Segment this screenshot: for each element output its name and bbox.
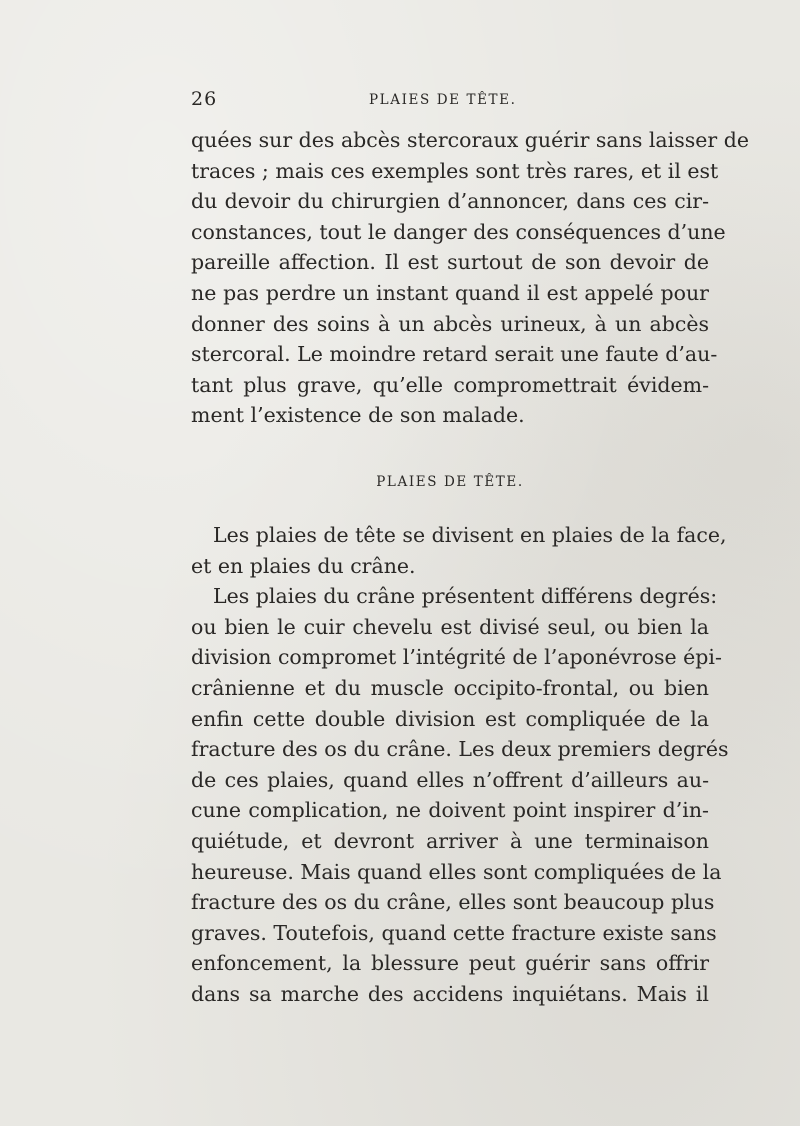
page-header	[191, 88, 707, 116]
section-heading: PLAIES DE TÊTE.	[376, 474, 524, 490]
text-line: de ces plaies, quand elles n’offrent d’ailleurs au-	[191, 767, 709, 792]
running-head: PLAIES DE TÊTE.	[369, 92, 517, 108]
text-line: fracture des os du crâne, elles sont beaucoup plus	[191, 890, 715, 915]
text-line: stercoral. Le moindre retard serait une faute d’au-	[191, 342, 718, 367]
text-line: graves. Toutefois, quand cette fracture existe sans	[191, 920, 717, 945]
text-line: fracture des os du crâne. Les deux premiers degrés	[191, 737, 729, 762]
text-line: constances, tout le danger des conséquences d’une	[191, 219, 726, 244]
text-line: ment l’existence de son malade.	[191, 403, 525, 428]
text-line: quiétude, et devront arriver à une terminaison	[191, 828, 709, 853]
text-line: tant plus grave, qu’elle compromettrait évidem-	[191, 372, 709, 397]
text-line: division compromet l’intégrité de l’aponévrose épi-	[191, 645, 722, 670]
text-line: donner des soins à un abcès urineux, à un abcès	[191, 311, 709, 336]
text-line: traces ; mais ces exemples sont très rares, et il est	[191, 158, 719, 183]
text-line: heureuse. Mais quand elles sont compliquées de la	[191, 859, 722, 884]
text-line: du devoir du chirurgien d’annoncer, dans ces cir-	[191, 189, 709, 214]
text-line: crânienne et du muscle occipito-frontal, ou bien	[191, 675, 709, 700]
text-line: et en plaies du crâne.	[191, 553, 416, 578]
text-line: enfoncement, la blessure peut guérir sans offrir	[191, 951, 709, 976]
text-line: enfin cette double division est compliquée de la	[191, 706, 709, 731]
text-line: quées sur des abcès stercoraux guérir sans laisser de	[191, 128, 749, 152]
text-line: Les plaies du crâne présentent différens degrés:	[213, 584, 718, 609]
paragraph-continued	[191, 125, 749, 431]
text-line: ou bien le cuir chevelu est divisé seul, ou bien la	[191, 614, 709, 639]
text-line: ne pas perdre un instant quand il est appelé pour	[191, 280, 709, 305]
text-line: dans sa marche des accidens inquiétans. Mais il	[191, 981, 709, 1006]
section-body	[191, 520, 729, 1010]
text-line: cune complication, ne doivent point inspirer d’in-	[191, 798, 709, 823]
text-line: Les plaies de tête se divisent en plaies de la face,	[213, 523, 727, 547]
text-line: pareille affection. Il est surtout de son devoir de	[191, 250, 709, 275]
page-number: 26	[191, 88, 218, 110]
